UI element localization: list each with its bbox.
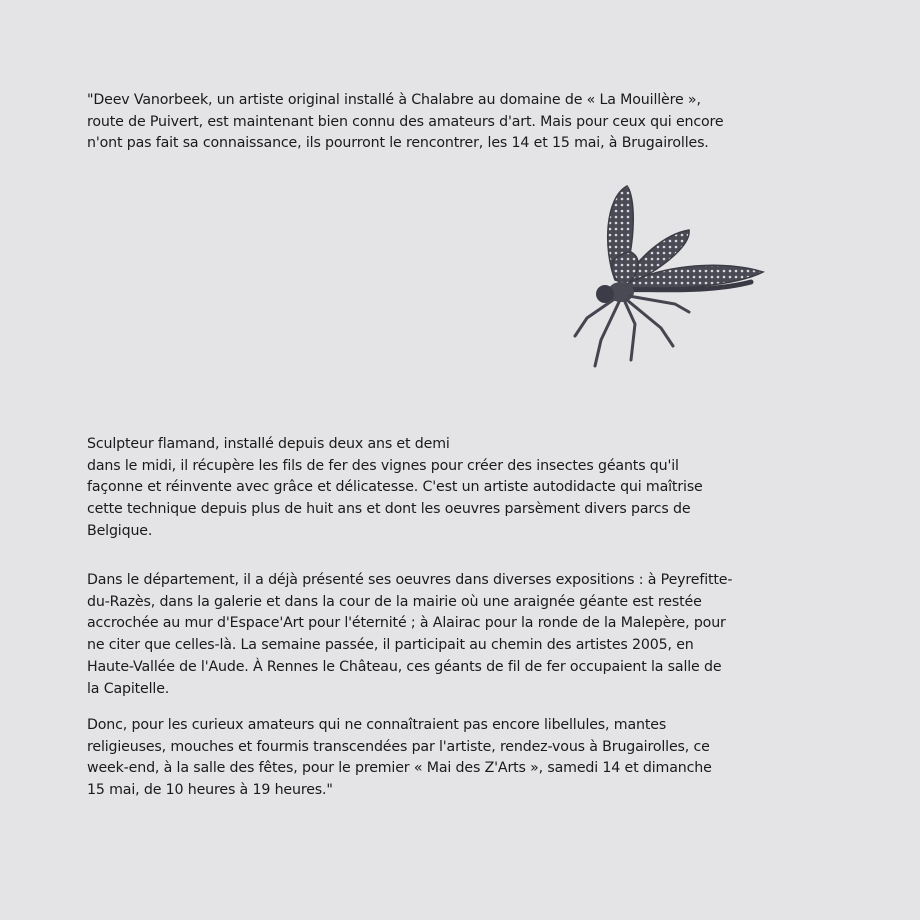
article-paragraph-sculptor: Sculpteur flamand, installé depuis deux ans et demi dans le midi, il récupère les fils de fer des vignes pour créer des insectes géants qu'il façonne et réinvente avec grâce et délicatesse. C'est un artiste autodidacte qui maîtrise cette technique depuis plus de huit ans et dont les oeuvres parsèment divers parcs de Belgique. xyxy=(87,436,703,539)
article-paragraph-department: Dans le département, il a déjà présenté ses oeuvres dans diverses expositions : à Peyrefitte- du-Razès, dans la galerie et dans la cour de la mairie où une araignée géante est restée accrochée au mur d'Espace'Art pour l'éternité ; à Alairac pour la ronde de la Malepère, pour ne citer que celles-là. La semaine passée, il participait au chemin des artistes 2005, en Haute-Vallée de l'Aude. À Rennes le Château, ces géants de fil de fer occupaient la salle de la Capitelle. xyxy=(87,572,733,697)
dragonfly-sculpture-image xyxy=(565,178,780,383)
article-paragraph-invitation: Donc, pour les curieux amateurs qui ne connaîtraient pas encore libellules, mantes religieuses, mouches et fourmis transcendées par l'artiste, rendez-vous à Brugairolles, ce week-end, à la salle des fêtes, pour le premier « Mai des Z'Arts », samedi 14 et dimanche 15 mai, de 10 heures à 19 heures." xyxy=(87,717,712,799)
article-paragraph-intro: "Deev Vanorbeek, un artiste original installé à Chalabre au domaine de « La Mouillère », route de Puivert, est maintenant bien connu des amateurs d'art. Mais pour ceux qui encore n'ont pas fait sa connaissance, ils pourront le rencontrer, les 14 et 15 mai, à Brugairolles. xyxy=(87,92,724,152)
